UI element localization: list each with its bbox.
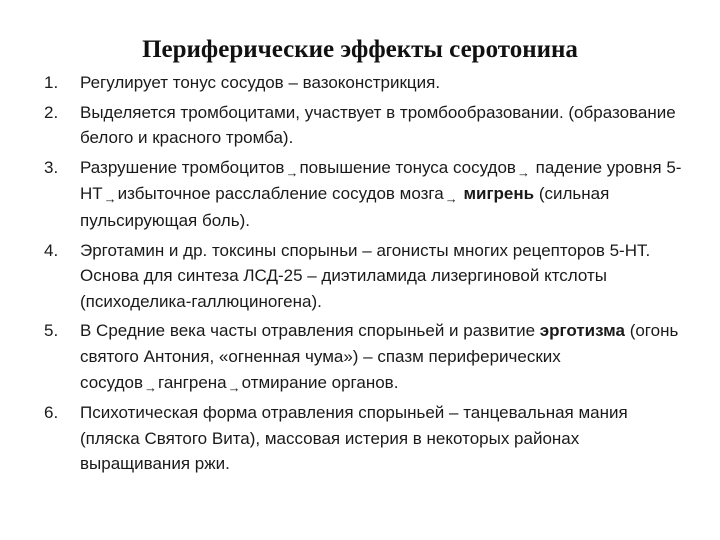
effects-list: [44, 66, 684, 477]
list-item: [44, 70, 684, 96]
list-item-text: [80, 155, 684, 234]
list-item: [44, 400, 684, 477]
text-segment: Разрушение тромбоцитов: [80, 157, 285, 177]
text-segment: отмирание органов.: [241, 372, 399, 392]
slide-title: Периферические эффекты серотонина: [142, 36, 578, 63]
emphasis-term: мигрень: [458, 184, 535, 204]
list-item-number: 6.: [44, 403, 59, 423]
list-item-text: [80, 100, 684, 151]
text-segment: В Средние века часты отравления спорыньей и развитие: [80, 321, 540, 341]
text-segment: Выделяется тромбоцитами, участвует в тромбообразовании. (образование белого и красного тромба).: [80, 102, 676, 148]
list-item-text: [80, 238, 684, 315]
arrow-icon: →: [227, 379, 241, 395]
list-item-text: [80, 318, 684, 396]
list-item-number: 3.: [44, 157, 59, 177]
list-item-text: [80, 70, 684, 96]
text-segment: (сильная пульсирующая боль).: [80, 184, 610, 230]
text-segment: Эрготамин и др. токсины спорыньи – агонисты многих рецепторов 5-НТ. Основа для синтеза ЛСД-25 – диэтиламида лизергиновой ктслоты (психоделика-галлюциногена).: [80, 240, 651, 311]
arrow-icon: →: [103, 191, 117, 207]
text-segment: избыточное расслабление сосудов мозга: [117, 184, 444, 204]
emphasis-term: эрготизма: [539, 321, 625, 341]
list-item: [44, 100, 684, 151]
list-item: [44, 155, 684, 234]
arrow-icon: →: [144, 379, 157, 395]
list-item-number: 4.: [44, 240, 59, 260]
list-item-number: 1.: [44, 73, 59, 92]
arrow-icon: →: [285, 164, 299, 180]
arrow-icon: →: [516, 164, 530, 180]
text-segment: падение уровня 5-НТ: [80, 157, 682, 204]
list-item-number: 5.: [44, 321, 59, 341]
text-segment: повышение тонуса сосудов: [299, 157, 516, 177]
list-item-number: 2.: [44, 102, 59, 122]
text-segment: Психотическая форма отравления спорыньей – танцевальная мания (пляска Святого Вита), массовая истерия в некоторых районах выращивания ржи.: [80, 403, 628, 474]
text-segment: (огонь святого Антония, «огненная чума») – спазм периферических сосудов: [80, 321, 679, 392]
text-segment: гангрена: [158, 372, 227, 392]
text-segment: Регулирует тонус сосудов – вазоконстрикция.: [80, 73, 441, 92]
list-item-text: [80, 400, 684, 477]
arrow-icon: →: [444, 191, 458, 207]
list-item: [44, 318, 684, 396]
list-item: [44, 238, 684, 315]
